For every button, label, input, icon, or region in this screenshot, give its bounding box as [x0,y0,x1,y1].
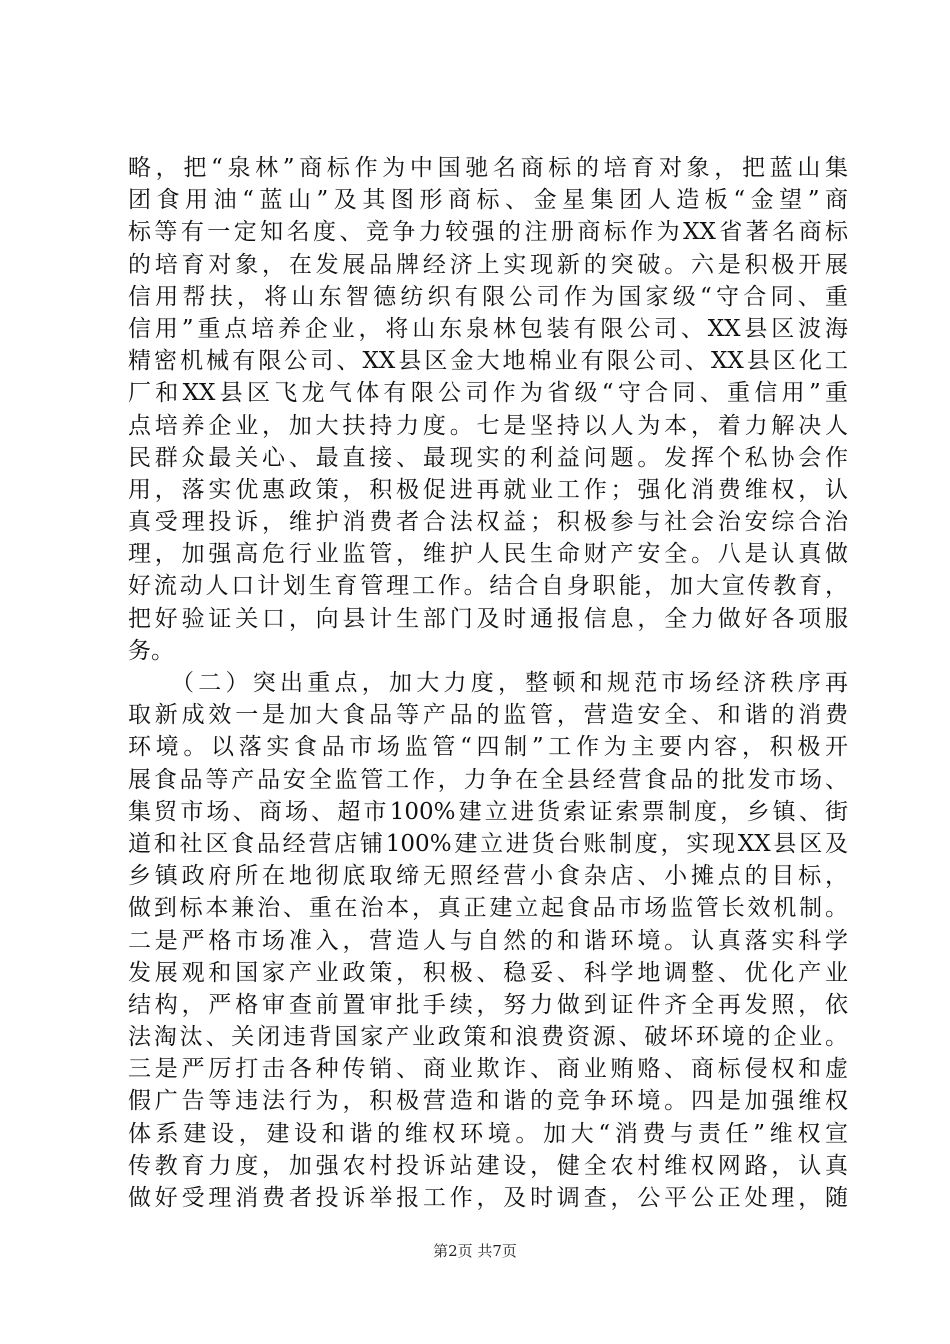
text-line: 好流动人口计划生育管理工作。结合自身职能，加大宣传教育， [128,573,848,600]
text-line: 展食品等产品安全监管工作，力争在全县经营食品的批发市场、 [128,766,848,793]
text-line: 发展观和国家产业政策，积极、稳妥、科学地调整、优化产业 [128,959,848,986]
text-line: 传教育力度，加强农村投诉站建设，健全农村维权网路，认真 [128,1152,848,1179]
text-line: 标等有一定知名度、竞争力较强的注册商标作为XX省著名商标 [128,219,848,246]
text-line: 做到标本兼治、重在治本，真正建立起食品市场监管长效机制。 [128,895,848,922]
text-line: 真受理投诉，维护消费者合法权益；积极参与社会治安综合治 [128,509,848,536]
text-line: 结构，严格审查前置审批手续，努力做到证件齐全再发照，依 [128,991,848,1018]
text-line: 二是严格市场准入，营造人与自然的和谐环境。认真落实科学 [128,927,848,954]
text-line: 环境。以落实食品市场监管“四制”工作为主要内容，积极开 [128,734,848,761]
text-line: 集贸市场、商场、超市100%建立进货索证索票制度，乡镇、街 [128,798,848,825]
text-line: 假广告等违法行为，积极营造和谐的竞争环境。四是加强维权 [128,1088,848,1115]
text-line: 三是严厉打击各种传销、商业欺诈、商业贿赂、商标侵权和虚 [128,1056,848,1083]
text-line: 精密机械有限公司、XX县区金大地棉业有限公司、XX县区化工 [128,348,848,375]
text-line: 理，加强高危行业监管，维护人民生命财产安全。八是认真做 [128,541,848,568]
text-line: 法淘汰、关闭违背国家产业政策和浪费资源、破坏环境的企业。 [128,1024,848,1051]
text-line: 信用帮扶，将山东智德纺织有限公司作为国家级“守合同、重 [128,283,848,310]
page-footer: 第2页 共7页 [433,1242,517,1260]
text-line: 厂和XX县区飞龙气体有限公司作为省级“守合同、重信用”重 [128,380,848,407]
text-line: 信用”重点培养企业，将山东泉林包装有限公司、XX县区波海 [128,315,848,342]
text-line: 民群众最关心、最直接、最现实的利益问题。发挥个私协会作 [128,444,848,471]
text-line: 取新成效一是加大食品等产品的监管，营造安全、和谐的消费 [128,702,848,729]
text-line: 道和社区食品经营店铺100%建立进货台账制度，实现XX县区及 [128,830,848,857]
text-line: 务。 [128,637,174,664]
text-line: 把好验证关口，向县计生部门及时通报信息，全力做好各项服 [128,605,848,632]
text-line: 用，落实优惠政策，积极促进再就业工作；强化消费维权，认 [128,476,848,503]
text-line: 点培养企业，加大扶持力度。七是坚持以人为本，着力解决人 [128,412,848,439]
text-line: 做好受理消费者投诉举报工作，及时调查，公平公正处理，随 [128,1185,848,1211]
text-line: 的培育对象，在发展品牌经济上实现新的突破。六是积极开展 [128,251,848,278]
text-line: 团食用油“蓝山”及其图形商标、金星集团人造板“金望”商 [128,187,848,214]
text-line: 略，把“泉林”商标作为中国驰名商标的培育对象，把蓝山集 [128,155,848,181]
section-heading-line: （二）突出重点，加大力度，整顿和规范市场经济秩序再 [128,670,848,696]
text-line: 乡镇政府所在地彻底取缔无照经营小食杂店、小摊点的目标， [128,863,848,890]
text-line: 体系建设，建设和谐的维权环境。加大“消费与责任”维权宣 [128,1120,848,1147]
body-text [128,152,848,1214]
